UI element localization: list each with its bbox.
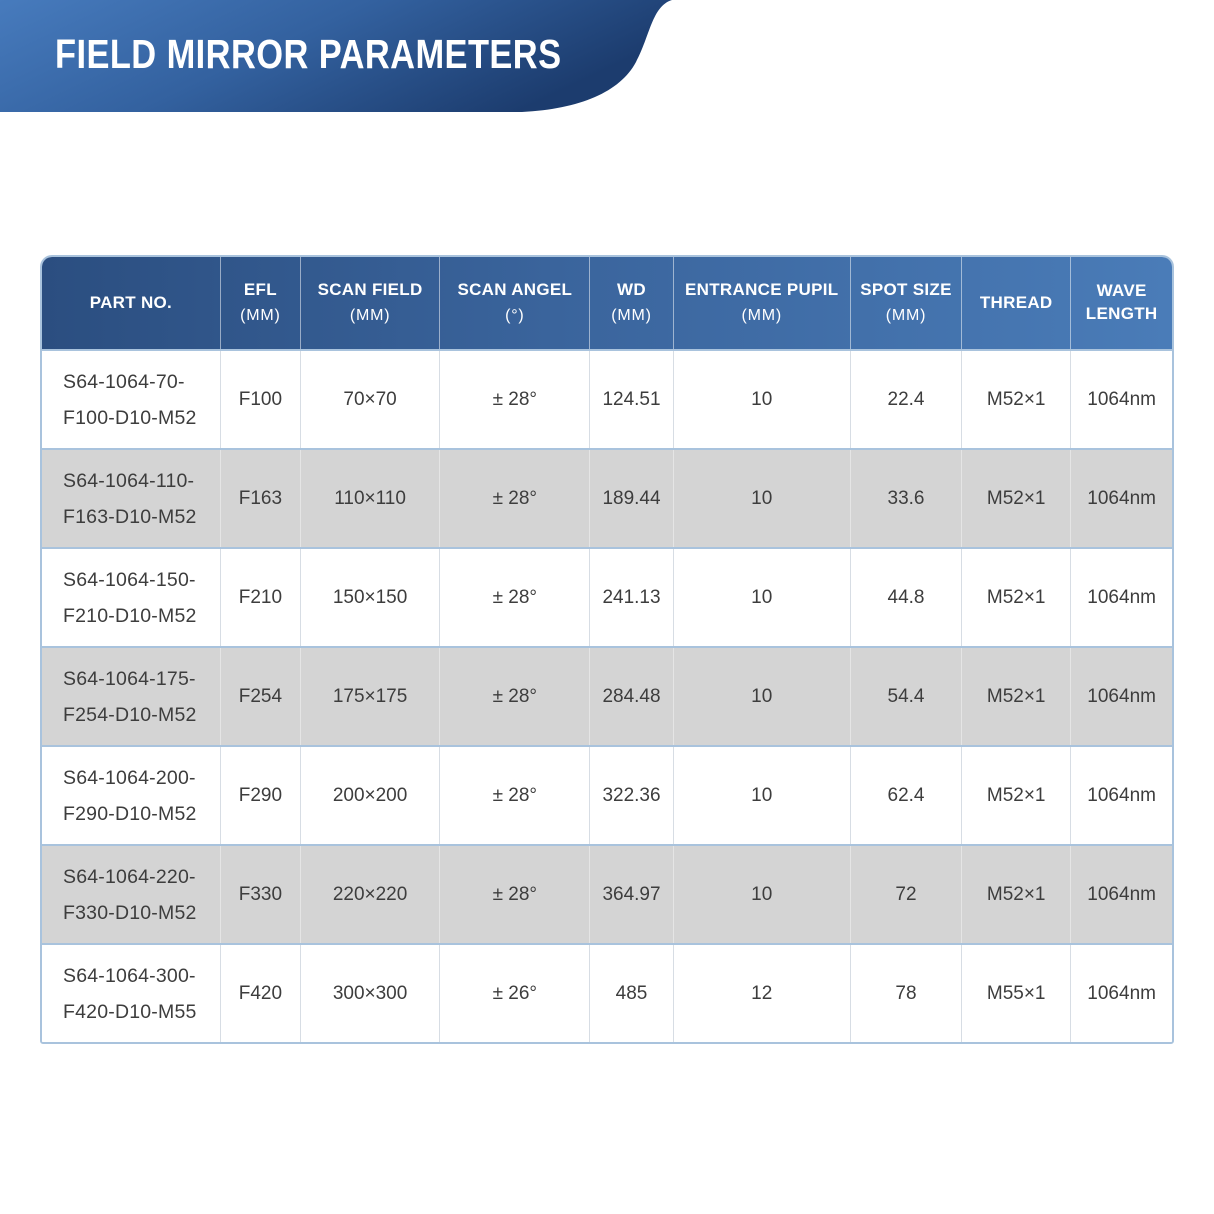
cell-part-no xyxy=(42,944,220,1042)
cell-wd: 284.48 xyxy=(590,647,673,746)
table-row xyxy=(42,746,1172,845)
column-header-1 xyxy=(220,257,300,350)
table-row xyxy=(42,845,1172,944)
column-unit: (MM) xyxy=(240,307,281,325)
column-header-6 xyxy=(850,257,961,350)
cell-scan-angle: ± 28° xyxy=(440,350,590,449)
column-header-5 xyxy=(673,257,850,350)
cell-thread: M52×1 xyxy=(962,449,1071,548)
column-header-8 xyxy=(1071,257,1172,350)
cell-scan-field: 175×175 xyxy=(300,647,439,746)
cell-spot-size: 22.4 xyxy=(850,350,961,449)
cell-efl: F210 xyxy=(220,548,300,647)
cell-thread: M52×1 xyxy=(962,350,1071,449)
part-no-line: F290-D10-M52 xyxy=(63,802,197,825)
column-unit: (MM) xyxy=(741,307,782,325)
column-label: WAVE LENGTH xyxy=(1085,281,1158,323)
table-body xyxy=(42,350,1172,1042)
cell-entrance-pupil: 10 xyxy=(673,449,850,548)
column-header-2 xyxy=(300,257,439,350)
cell-scan-angle: ± 28° xyxy=(440,845,590,944)
cell-spot-size: 62.4 xyxy=(850,746,961,845)
column-label: SCAN ANGEL xyxy=(457,280,573,300)
cell-wd: 189.44 xyxy=(590,449,673,548)
column-unit: (MM) xyxy=(349,307,391,325)
cell-wave-length: 1064nm xyxy=(1071,350,1172,449)
table-header-row xyxy=(42,257,1172,350)
cell-wave-length: 1064nm xyxy=(1071,647,1172,746)
column-label: THREAD xyxy=(979,292,1053,312)
cell-part-no xyxy=(42,647,220,746)
cell-scan-angle: ± 28° xyxy=(440,548,590,647)
cell-spot-size: 78 xyxy=(850,944,961,1042)
cell-wd: 364.97 xyxy=(590,845,673,944)
part-no-line: S64-1064-300- xyxy=(63,964,196,987)
cell-entrance-pupil: 10 xyxy=(673,746,850,845)
column-label: SPOT SIZE xyxy=(860,280,952,300)
column-header-4 xyxy=(590,257,673,350)
cell-scan-angle: ± 26° xyxy=(440,944,590,1042)
cell-part-no xyxy=(42,449,220,548)
cell-entrance-pupil: 12 xyxy=(673,944,850,1042)
cell-part-no xyxy=(42,845,220,944)
part-no-line: F210-D10-M52 xyxy=(63,604,197,627)
part-no-line: S64-1064-70- xyxy=(63,370,185,393)
cell-efl: F100 xyxy=(220,350,300,449)
cell-scan-angle: ± 28° xyxy=(440,647,590,746)
cell-scan-field: 150×150 xyxy=(300,548,439,647)
table-row xyxy=(42,449,1172,548)
column-header-3 xyxy=(440,257,590,350)
cell-thread: M52×1 xyxy=(962,548,1071,647)
cell-spot-size: 54.4 xyxy=(850,647,961,746)
column-header-0 xyxy=(42,257,220,350)
column-label: ENTRANCE PUPIL xyxy=(685,280,839,300)
part-no-line: F254-D10-M52 xyxy=(63,703,197,726)
cell-wave-length: 1064nm xyxy=(1071,548,1172,647)
cell-thread: M55×1 xyxy=(962,944,1071,1042)
column-unit: (°) xyxy=(505,307,525,325)
cell-thread: M52×1 xyxy=(962,647,1071,746)
parameters-table xyxy=(42,257,1172,1042)
cell-efl: F420 xyxy=(220,944,300,1042)
cell-efl: F163 xyxy=(220,449,300,548)
part-no-line: F420-D10-M55 xyxy=(63,1000,197,1023)
cell-wd: 241.13 xyxy=(590,548,673,647)
cell-scan-angle: ± 28° xyxy=(440,746,590,845)
part-no-line: S64-1064-110- xyxy=(63,469,195,492)
title-banner xyxy=(0,0,680,118)
cell-wave-length: 1064nm xyxy=(1071,449,1172,548)
cell-entrance-pupil: 10 xyxy=(673,350,850,449)
cell-spot-size: 33.6 xyxy=(850,449,961,548)
column-label: SCAN FIELD xyxy=(317,280,423,300)
part-no-line: F100-D10-M52 xyxy=(63,406,197,429)
cell-entrance-pupil: 10 xyxy=(673,548,850,647)
cell-wave-length: 1064nm xyxy=(1071,746,1172,845)
field-mirror-parameters-table xyxy=(40,255,1174,1044)
cell-spot-size: 44.8 xyxy=(850,548,961,647)
cell-entrance-pupil: 10 xyxy=(673,845,850,944)
table-header xyxy=(42,257,1172,350)
part-no-line: S64-1064-220- xyxy=(63,865,196,888)
table-row xyxy=(42,647,1172,746)
cell-scan-field: 220×220 xyxy=(300,845,439,944)
column-unit: (MM) xyxy=(611,307,652,325)
cell-scan-angle: ± 28° xyxy=(440,449,590,548)
part-no-line: S64-1064-175- xyxy=(63,667,196,690)
cell-part-no xyxy=(42,548,220,647)
cell-scan-field: 300×300 xyxy=(300,944,439,1042)
cell-scan-field: 110×110 xyxy=(300,449,439,548)
cell-efl: F330 xyxy=(220,845,300,944)
part-no-line: F330-D10-M52 xyxy=(63,901,197,924)
table-row xyxy=(42,944,1172,1042)
cell-scan-field: 70×70 xyxy=(300,350,439,449)
column-label: PART NO. xyxy=(89,292,173,312)
cell-scan-field: 200×200 xyxy=(300,746,439,845)
column-header-7 xyxy=(962,257,1071,350)
cell-wave-length: 1064nm xyxy=(1071,944,1172,1042)
cell-thread: M52×1 xyxy=(962,845,1071,944)
cell-part-no xyxy=(42,746,220,845)
cell-wd: 322.36 xyxy=(590,746,673,845)
column-label: EFL xyxy=(243,280,277,300)
page-title: FIELD MIRROR PARAMETERS xyxy=(55,30,562,77)
cell-entrance-pupil: 10 xyxy=(673,647,850,746)
cell-efl: F290 xyxy=(220,746,300,845)
table-row xyxy=(42,350,1172,449)
table-row xyxy=(42,548,1172,647)
part-no-line: F163-D10-M52 xyxy=(63,505,197,528)
cell-thread: M52×1 xyxy=(962,746,1071,845)
column-label: WD xyxy=(617,280,646,300)
cell-efl: F254 xyxy=(220,647,300,746)
cell-spot-size: 72 xyxy=(850,845,961,944)
column-unit: (MM) xyxy=(885,307,927,325)
part-no-line: S64-1064-200- xyxy=(63,766,196,789)
cell-wave-length: 1064nm xyxy=(1071,845,1172,944)
cell-wd: 124.51 xyxy=(590,350,673,449)
cell-wd: 485 xyxy=(590,944,673,1042)
cell-part-no xyxy=(42,350,220,449)
part-no-line: S64-1064-150- xyxy=(63,568,196,591)
